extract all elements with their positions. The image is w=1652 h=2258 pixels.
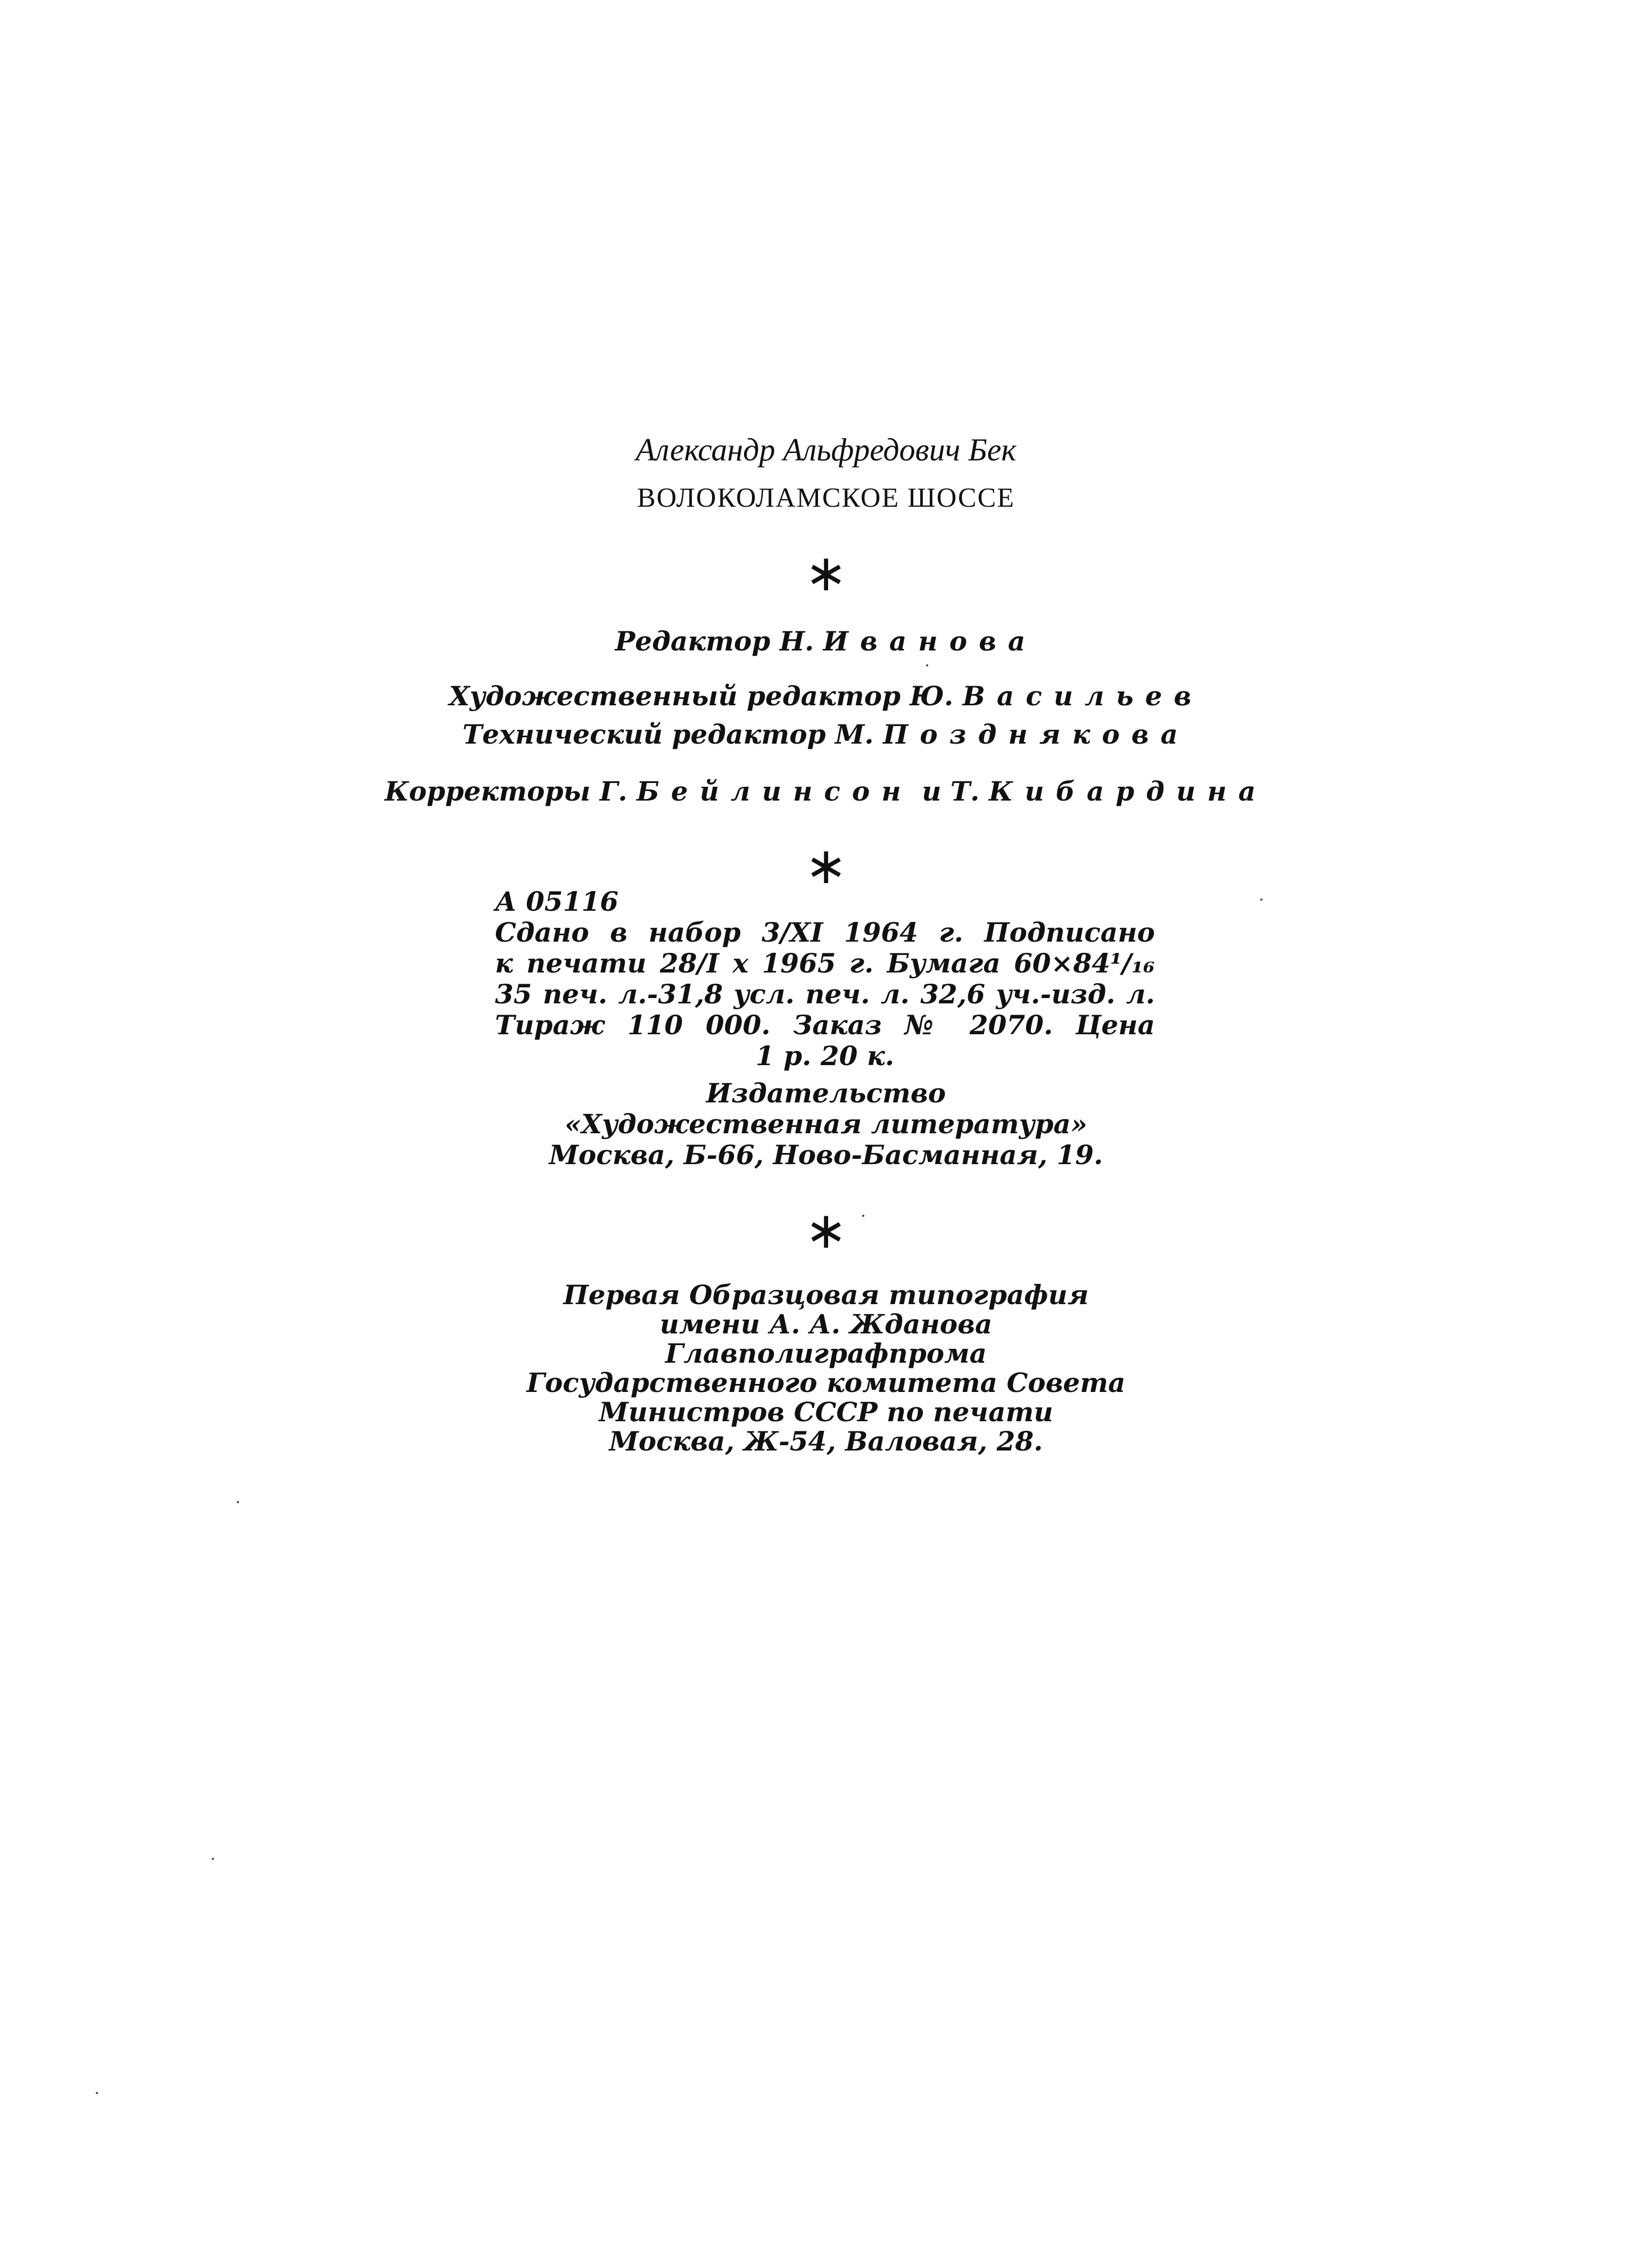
- imprint-line: к печати 28/I x 1965 г. Бумага 60×84¹/₁₆: [495, 947, 1155, 979]
- asterisk-separator-icon: ∗: [805, 544, 847, 603]
- printer-line: Государственного комитета Совета: [526, 1367, 1126, 1398]
- author-name: Александр Альфредович Бек: [635, 432, 1017, 467]
- scan-speck: [926, 664, 928, 666]
- printer-block: [526, 1280, 1125, 1456]
- scan-speck: [862, 1215, 864, 1217]
- scan-speck: [212, 1858, 214, 1860]
- credit-corrector-1-name: Бейлинсон: [637, 776, 913, 807]
- printer-line: Министров СССР по печати: [599, 1396, 1053, 1428]
- credit-art-editor-name: Васильев: [962, 680, 1203, 712]
- credit-art-editor-role: Художественный редактор Ю.: [449, 680, 954, 712]
- printer-line: Первая Образцовая типография: [563, 1279, 1089, 1311]
- imprint-code: А 05116: [495, 886, 619, 917]
- credit-correctors-role: Корректоры Г.: [384, 776, 627, 807]
- scan-speck: [1260, 899, 1262, 901]
- credit-editor-role: Редактор Н.: [615, 625, 814, 657]
- credit-correctors: [385, 778, 1267, 805]
- publisher-address: Москва, Б-66, Ново-Басманная, 19.: [549, 1139, 1103, 1171]
- publisher-line: Издательство: [706, 1077, 946, 1109]
- imprint-line: Тираж 110 000. Заказ № 2070. Цена: [495, 1009, 1155, 1041]
- imprint-line: Сдано в набор 3/XI 1964 г. Подписано: [495, 917, 1155, 948]
- credit-tech-editor-role: Технический редактор М.: [462, 719, 874, 750]
- printer-address: Москва, Ж-54, Валовая, 28.: [609, 1425, 1043, 1457]
- printer-line: имени А. А. Жданова: [659, 1308, 993, 1340]
- asterisk-separator-icon: ∗: [805, 1201, 847, 1260]
- credit-tech-editor-name: Позднякова: [883, 719, 1190, 750]
- imprint-price: 1 р. 20 к.: [755, 1040, 895, 1072]
- credit-editor: [615, 625, 1037, 657]
- asterisk-separator-icon: ∗: [805, 837, 847, 895]
- credit-tech-editor: [462, 721, 1190, 748]
- imprint-line: 35 печ. л.-31,8 усл. печ. л. 32,6 уч.-изд. л.: [495, 978, 1155, 1010]
- credit-art-editor: [449, 680, 1203, 712]
- publisher-block: [549, 1078, 1103, 1171]
- credit-corrector-2-name: Кибардина: [988, 776, 1268, 807]
- credit-editor-name: Иванова: [823, 625, 1037, 657]
- credit-correctors-and: и Т.: [922, 776, 980, 807]
- imprint-block: [495, 886, 1155, 1072]
- book-title: ВОЛОКОЛАМСКОЕ ШОССЕ: [637, 483, 1015, 513]
- scan-speck: [237, 1501, 239, 1503]
- printer-line: Главполиграфпрома: [665, 1338, 987, 1369]
- publisher-name: «Художественная литература»: [564, 1108, 1088, 1140]
- scan-speck: [96, 2092, 98, 2094]
